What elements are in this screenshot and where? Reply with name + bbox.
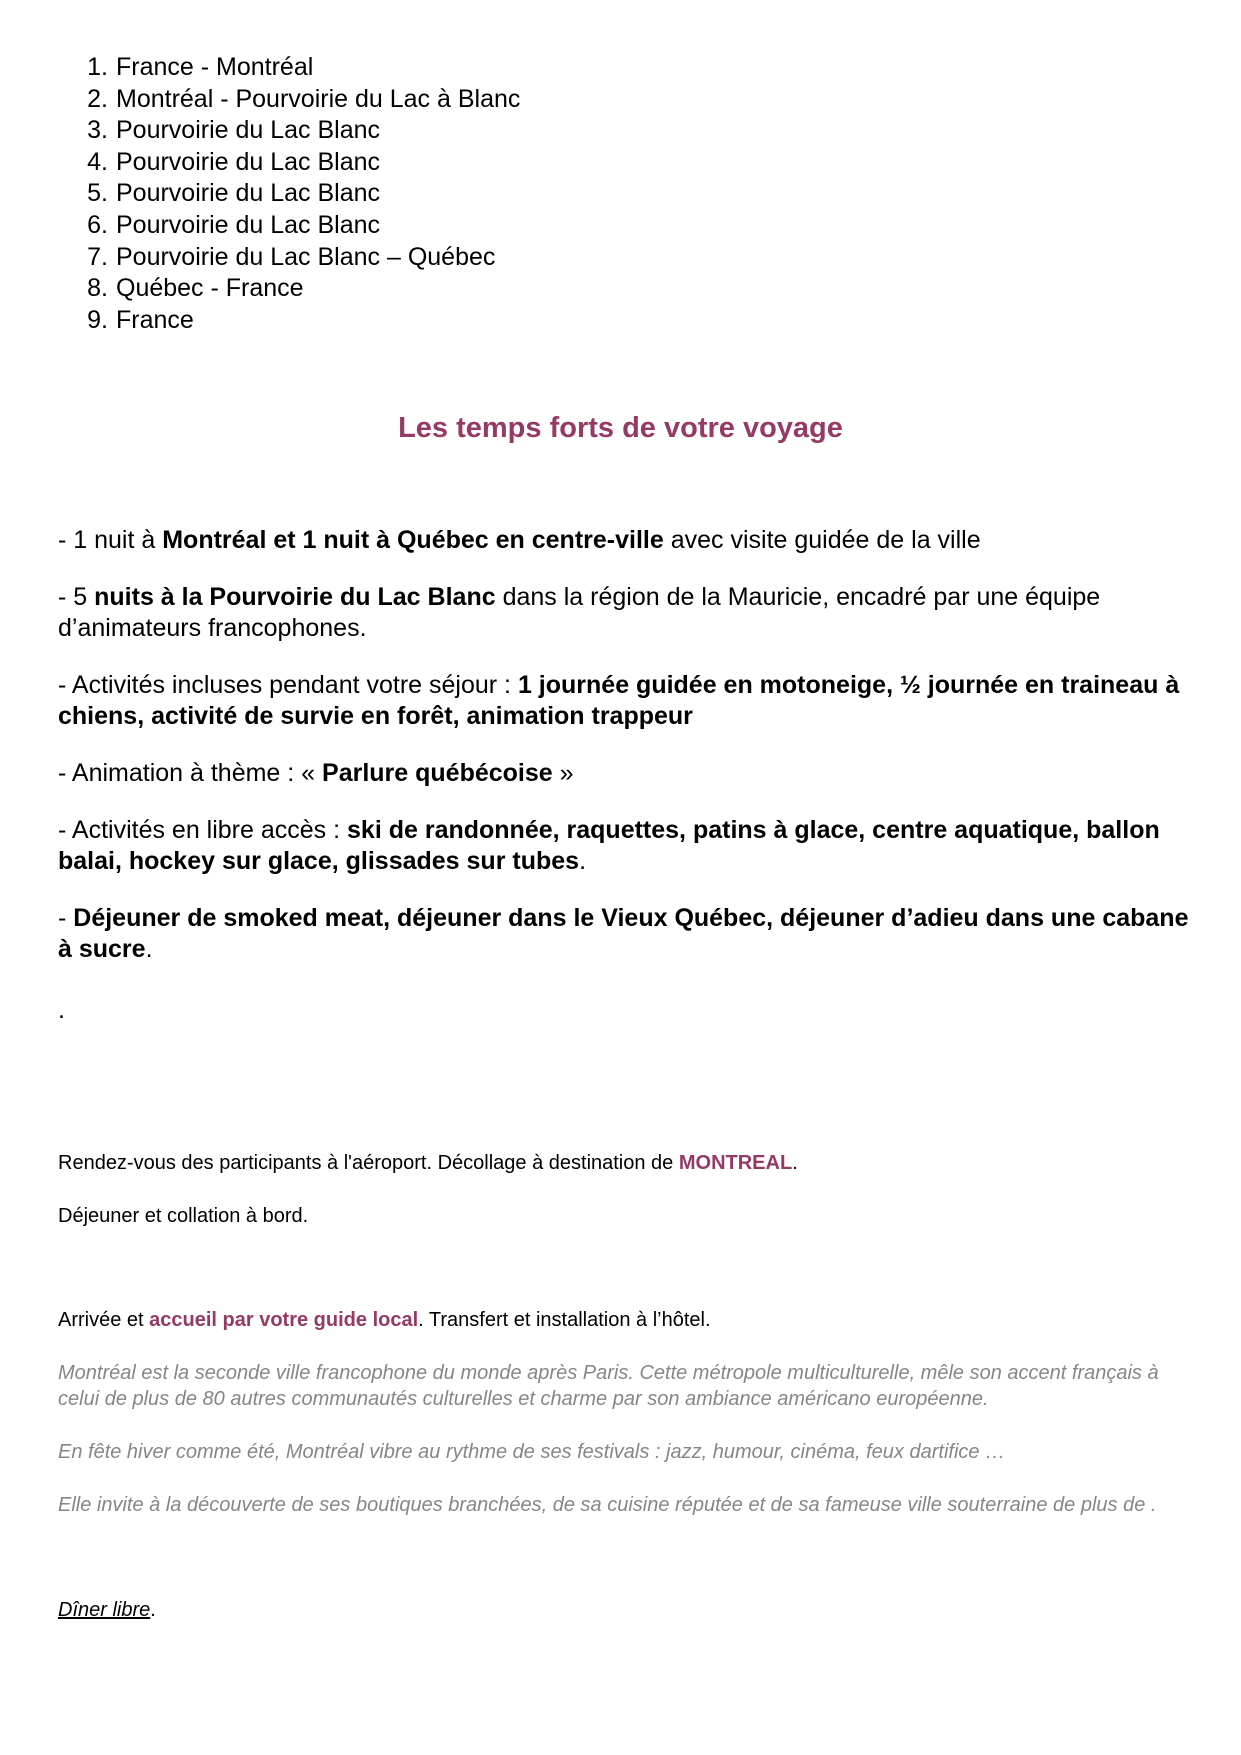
text-run: . Transfert et installation à l’hôtel. [418, 1309, 711, 1331]
itinerary-item [58, 147, 520, 179]
stray-period: . [58, 996, 65, 1024]
item-number: 5. [87, 179, 108, 208]
item-number: 7. [87, 242, 108, 271]
item-number: 1. [87, 53, 108, 81]
itinerary-item [58, 84, 520, 116]
item-number: 9. [87, 305, 108, 334]
text-run: . [792, 1152, 798, 1174]
bold-text: Montréal et 1 nuit à Québec en centre-ville [162, 526, 664, 554]
text-run: . [145, 935, 153, 964]
bold-text: nuits à la Pourvoirie du Lac Blanc [94, 582, 496, 611]
item-place: France - Montréal [116, 53, 314, 81]
montreal-festivals: En fête hiver comme été, Montréal vibre au rythme de ses festivals : jazz, humour, cinéma, feux dartifice … [58, 1441, 1006, 1463]
item-place: Québec - France [116, 274, 304, 303]
itinerary-list [58, 52, 520, 336]
highlights-title: Les temps forts de votre voyage [398, 412, 843, 444]
bold-text: Déjeuner de smoked meat, déjeuner dans le Vieux Québec, déjeuner d’adieu dans une cabane à sucre [58, 903, 1189, 964]
bold-text: Parlure québécoise [322, 758, 553, 787]
destination-highlight: MONTREAL [678, 1152, 793, 1174]
day1-rendezvous [58, 1150, 798, 1176]
item-place: Pourvoirie du Lac Blanc [116, 116, 381, 145]
text-run: Rendez-vous des participants à l'aéroport. Décollage à destination de [58, 1152, 679, 1174]
text-run: . [579, 847, 587, 876]
itinerary-item [58, 115, 520, 147]
text-run: - 1 nuit à [58, 526, 163, 554]
text-run: - 5 [58, 582, 95, 611]
item-place: Pourvoirie du Lac Blanc [116, 179, 381, 208]
dinner-label: Dîner libre [58, 1599, 151, 1621]
montreal-shopping: Elle invite à la découverte de ses boutiques branchées, de sa cuisine réputée et de sa fameuse ville souterraine de plus de . [58, 1494, 1157, 1516]
text-run: - Activités en libre accès : [58, 815, 348, 844]
text-run: » [552, 758, 574, 787]
item-place: France [116, 305, 194, 334]
item-number: 3. [87, 116, 108, 145]
itinerary-item [58, 273, 520, 305]
itinerary-item [58, 178, 520, 210]
item-number: 4. [87, 147, 108, 176]
montreal-description: Montréal est la seconde ville francophone du monde après Paris. Cette métropole multiculturelle, mêle son accent français à celui de plus de 80 autres communautés culturelles et charme par son ambiance américano européenne. [58, 1362, 1159, 1410]
text-run: Arrivée et [58, 1309, 150, 1331]
dinner-line [58, 1597, 156, 1623]
highlight-paragraph [58, 582, 1193, 645]
guide-highlight: accueil par votre guide local [149, 1309, 419, 1331]
itinerary-item [58, 305, 520, 337]
text-run: avec visite guidée de la ville [663, 526, 981, 554]
item-place: Pourvoirie du Lac Blanc [116, 147, 381, 176]
text-run: . [150, 1599, 156, 1621]
bold-text: 1 journée guidée en motoneige, ½ journée en traineau à chiens, activité de survie en forêt, animation trappeur [58, 670, 1180, 731]
text-run: dans la région de la Mauricie, encadré par une équipe d’animateurs francophones. [58, 582, 1101, 643]
text-run: - Activités incluses pendant votre séjour : [58, 670, 518, 699]
itinerary-item [58, 242, 520, 274]
arrival-line [58, 1307, 711, 1333]
item-number: 6. [87, 210, 108, 239]
itinerary-item [58, 210, 520, 242]
item-number: 2. [87, 84, 108, 113]
item-number: 8. [87, 274, 108, 303]
bold-text: ski de randonnée, raquettes, patins à glace, centre aquatique, ballon balai, hockey sur glace, glissades sur tubes [58, 815, 1160, 876]
item-place: Pourvoirie du Lac Blanc [116, 210, 381, 239]
highlight-paragraph [58, 670, 1193, 733]
item-place: Pourvoirie du Lac Blanc – Québec [116, 242, 496, 271]
highlight-paragraph [58, 758, 1193, 790]
day1-meal: Déjeuner et collation à bord. [58, 1205, 309, 1227]
text-run: - [58, 903, 74, 932]
text-run: - Animation à thème : « [58, 758, 323, 787]
highlights-section [58, 525, 1193, 991]
highlight-paragraph [58, 815, 1193, 878]
highlight-paragraph [58, 903, 1193, 966]
itinerary-item [58, 52, 520, 84]
highlight-paragraph [58, 525, 1193, 557]
item-place: Montréal - Pourvoirie du Lac à Blanc [116, 84, 521, 113]
